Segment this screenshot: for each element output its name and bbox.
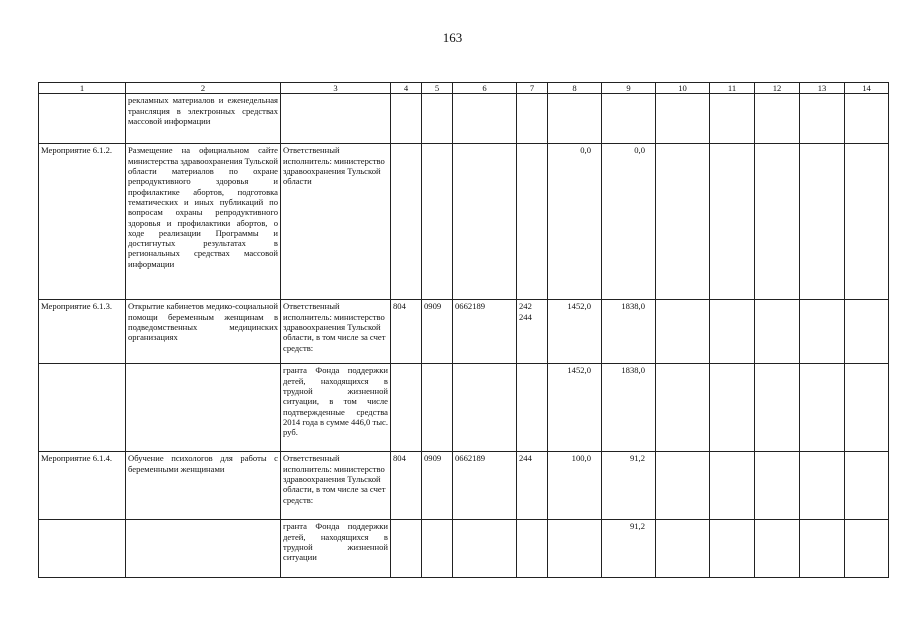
cell-description: Открытие кабинетов медико-социальной помощи беременным женщинам в подведомственных медицинских организациях	[126, 300, 281, 364]
column-header: 10	[656, 83, 710, 94]
cell	[39, 364, 126, 452]
cell-code: 0909	[422, 300, 453, 364]
code-line: 244	[519, 311, 532, 322]
cell	[39, 94, 126, 144]
cell	[845, 452, 889, 520]
cell	[755, 364, 800, 452]
column-header: 7	[517, 83, 548, 94]
cell	[126, 364, 281, 452]
cell	[422, 364, 453, 452]
cell-activity-id: Мероприятие 6.1.2.	[39, 144, 126, 300]
cell-amount: 0,0	[548, 144, 602, 300]
cell	[548, 94, 602, 144]
column-header: 14	[845, 83, 889, 94]
table-row	[39, 94, 889, 144]
cell	[710, 94, 755, 144]
column-header: 8	[548, 83, 602, 94]
table-row	[39, 520, 889, 578]
cell	[422, 520, 453, 578]
column-header: 5	[422, 83, 453, 94]
cell	[656, 452, 710, 520]
cell-amount: 1452,0	[548, 364, 602, 452]
table-row	[39, 452, 889, 520]
cell-code: 0662189	[453, 452, 517, 520]
cell	[656, 364, 710, 452]
cell-code	[517, 300, 548, 364]
cell-executor: Ответственный исполнитель: министерство здравоохранения Тульской области	[281, 144, 391, 300]
cell	[39, 520, 126, 578]
cell-executor: Ответственный исполнитель: министерство здравоохранения Тульской области, в том числе за счет средств:	[281, 452, 391, 520]
cell-amount: 1838,0	[602, 364, 656, 452]
cell	[800, 144, 845, 300]
cell	[800, 300, 845, 364]
cell-description: Обучение психологов для работы с беременными женщинами	[126, 452, 281, 520]
cell-description: Размещение на официальном сайте министерства здравоохранения Тульской области материалов по охране репродуктивного здоровья и профилактике абортов, подготовка тематических и иных публикаций по вопросам охраны репродуктивного здоровья и профилактики абортов, о ходе реализации Программы и достигнутых результатах в региональных средствах массовой информации	[126, 144, 281, 300]
cell-executor: гранта Фонда поддержки детей, находящихся в трудной жизненной ситуации	[281, 520, 391, 578]
table-row	[39, 300, 889, 364]
column-header: 4	[391, 83, 422, 94]
cell	[602, 94, 656, 144]
column-header: 2	[126, 83, 281, 94]
column-header: 12	[755, 83, 800, 94]
cell	[845, 364, 889, 452]
cell-amount: 100,0	[548, 452, 602, 520]
cell	[710, 300, 755, 364]
cell	[281, 94, 391, 144]
cell	[755, 144, 800, 300]
cell	[422, 94, 453, 144]
column-number-row	[39, 83, 889, 94]
cell	[517, 520, 548, 578]
cell	[453, 144, 517, 300]
cell-code: 804	[391, 452, 422, 520]
cell-amount: 0,0	[602, 144, 656, 300]
cell	[656, 300, 710, 364]
cell	[656, 520, 710, 578]
column-header: 13	[800, 83, 845, 94]
cell	[548, 520, 602, 578]
cell	[710, 144, 755, 300]
cell-executor: гранта Фонда поддержки детей, находящихся в трудной жизненной ситуации, в том числе подтвержденные средства 2014 года в сумме 446,0 тыс. руб.	[281, 364, 391, 452]
cell	[453, 94, 517, 144]
cell	[710, 452, 755, 520]
cell	[391, 94, 422, 144]
cell-amount: 1838,0	[602, 300, 656, 364]
page-number: 163	[442, 30, 463, 45]
cell-amount: 1452,0	[548, 300, 602, 364]
cell-code: 0662189	[453, 300, 517, 364]
column-header: 3	[281, 83, 391, 94]
cell	[391, 520, 422, 578]
column-header: 11	[710, 83, 755, 94]
cell	[517, 364, 548, 452]
cell-code: 804	[391, 300, 422, 364]
cell-amount: 91,2	[602, 452, 656, 520]
cell	[845, 520, 889, 578]
cell-code: 0909	[422, 452, 453, 520]
cell	[453, 520, 517, 578]
cell	[453, 364, 517, 452]
column-header: 6	[453, 83, 517, 94]
cell	[710, 520, 755, 578]
cell	[800, 452, 845, 520]
cell	[755, 94, 800, 144]
code-line: 242	[519, 301, 532, 312]
cell	[755, 300, 800, 364]
cell	[126, 520, 281, 578]
column-header: 9	[602, 83, 656, 94]
cell	[755, 520, 800, 578]
cell	[517, 144, 548, 300]
cell	[755, 452, 800, 520]
cell	[800, 364, 845, 452]
cell	[391, 144, 422, 300]
cell	[391, 364, 422, 452]
cell-code: 244	[517, 452, 548, 520]
cell	[517, 94, 548, 144]
table-row	[39, 144, 889, 300]
cell-description: рекламных материалов и еженедельная трансляция в электронных средствах массовой информации	[126, 94, 281, 144]
cell	[845, 300, 889, 364]
budget-table	[38, 82, 889, 578]
cell	[710, 364, 755, 452]
cell-activity-id: Мероприятие 6.1.4.	[39, 452, 126, 520]
cell	[845, 144, 889, 300]
cell	[422, 144, 453, 300]
cell	[800, 94, 845, 144]
column-header: 1	[39, 83, 126, 94]
cell	[845, 94, 889, 144]
cell-executor: Ответственный исполнитель: министерство здравоохранения Тульской области, в том числе за счет средств:	[281, 300, 391, 364]
cell	[800, 520, 845, 578]
cell	[656, 144, 710, 300]
table-row	[39, 364, 889, 452]
cell-activity-id: Мероприятие 6.1.3.	[39, 300, 126, 364]
cell	[656, 94, 710, 144]
cell-amount: 91,2	[602, 520, 656, 578]
